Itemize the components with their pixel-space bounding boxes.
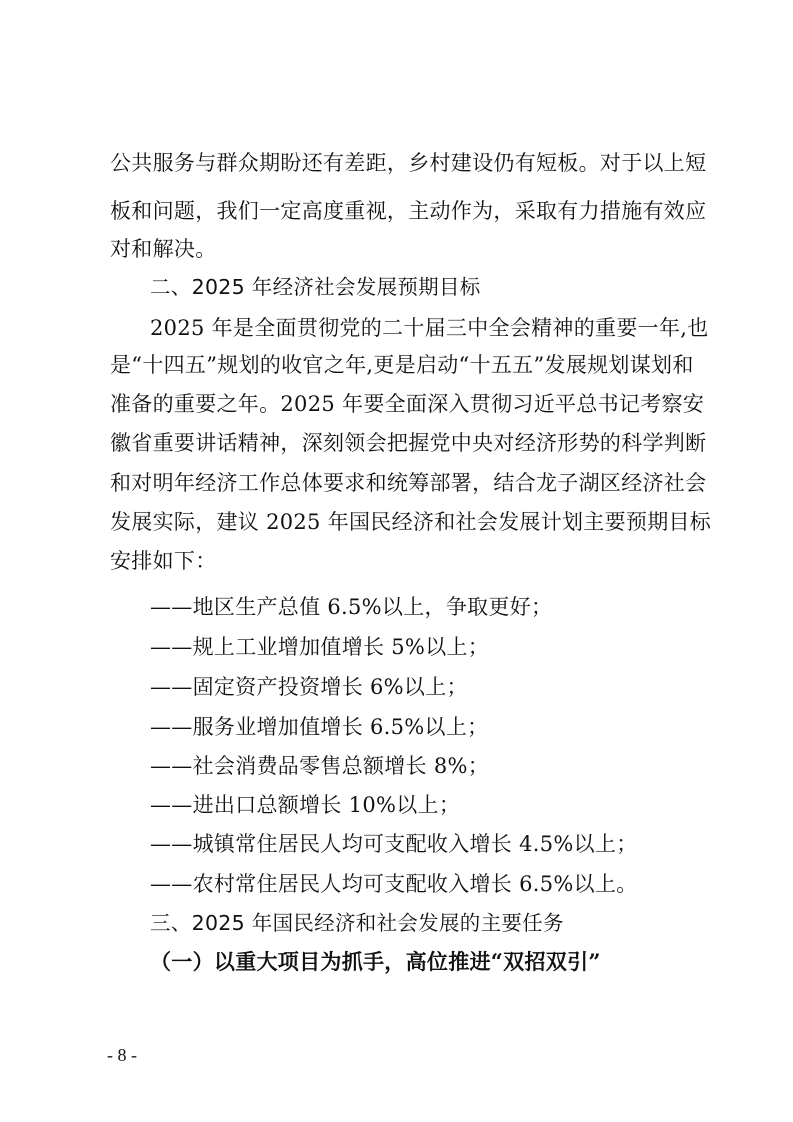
page-number: - 8 - [107, 1045, 137, 1065]
paragraph-line: 是“十四五”规划的收官之年,更是启动“十五五”发展规划谋划和 [110, 353, 694, 377]
target-item: ——进出口总额增长 10%以上； [150, 793, 461, 817]
paragraph-line: 和对明年经济工作总体要求和统筹部署，结合龙子湖区经济社会 [110, 471, 707, 495]
paragraph-line: 发展实际，建议 2025 年国民经济和社会发展计划主要预期目标 [110, 510, 712, 534]
subsection-heading: （一）以重大项目为抓手，高位推进“双招双引” [150, 949, 601, 974]
section-heading: 二、2025 年经济社会发展预期目标 [150, 275, 481, 299]
section-heading: 三、2025 年国民经济和社会发展的主要任务 [150, 911, 564, 935]
paragraph-line: 对和解决。 [110, 237, 217, 261]
paragraph-line: 板和问题，我们一定高度重视，主动作为，采取有力措施有效应 [110, 199, 707, 223]
paragraph-line: 准备的重要之年。2025 年要全面深入贯彻习近平总书记考察安 [110, 392, 705, 416]
paragraph-line: 徽省重要讲话精神，深刻领会把握党中央对经济形势的科学判断 [110, 431, 707, 455]
target-item: ——规上工业增加值增长 5%以上； [150, 635, 490, 659]
paragraph-line: 安排如下： [110, 549, 217, 573]
target-item: ——地区生产总值 6.5%以上，争取更好； [150, 595, 553, 619]
paragraph-line: 公共服务与群众期盼还有差距，乡村建设仍有短板。对于以上短 [110, 151, 707, 175]
target-item: ——城镇常住居民人均可支配收入增长 4.5%以上； [150, 832, 638, 856]
target-item: ——农村常住居民人均可支配收入增长 6.5%以上。 [150, 872, 638, 896]
target-item: ——固定资产投资增长 6%以上； [150, 675, 468, 699]
paragraph-line: 2025 年是全面贯彻党的二十届三中全会精神的重要一年,也 [150, 316, 709, 340]
target-item: ——服务业增加值增长 6.5%以上； [150, 715, 489, 739]
target-item: ——社会消费品零售总额增长 8%； [150, 754, 490, 778]
